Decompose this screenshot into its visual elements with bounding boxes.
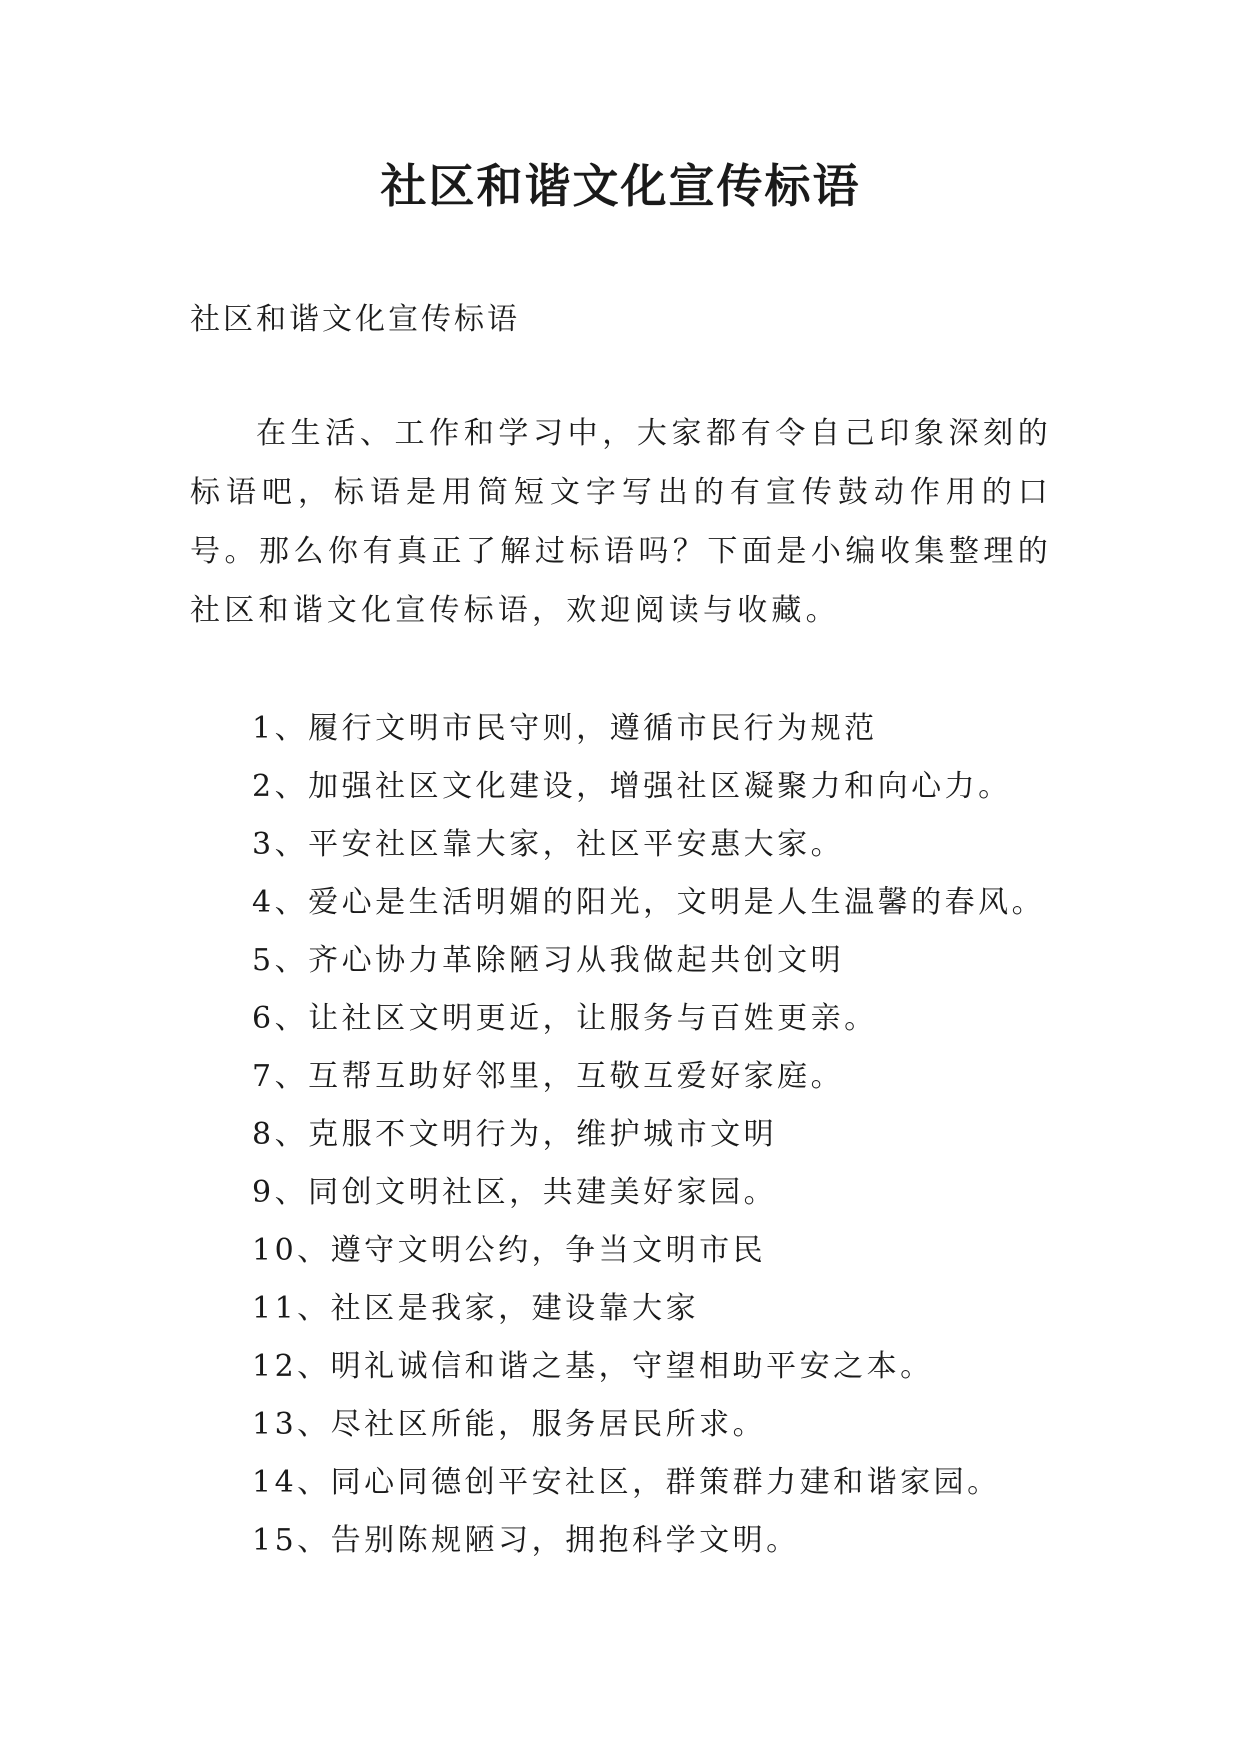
list-item: 4、爱心是生活明媚的阳光，文明是人生温馨的春风。: [252, 885, 1046, 920]
list-item: 13、尽社区所能，服务居民所求。: [252, 1407, 767, 1442]
list-item: 1、履行文明市民守则，遵循市民行为规范: [252, 711, 878, 746]
list-item: 5、齐心协力革除陋习从我做起共创文明: [252, 943, 845, 978]
list-item: 2、加强社区文化建设，增强社区凝聚力和向心力。: [252, 769, 1012, 804]
list-item: 9、同创文明社区，共建美好家园。: [252, 1175, 778, 1210]
list-item: 12、明礼诚信和谐之基，守望相助平安之本。: [252, 1349, 934, 1384]
document-subtitle: 社区和谐文化宣传标语: [190, 302, 520, 337]
intro-paragraph: 在生活、工作和学习中，大家都有令自己印象深刻的标语吧，标语是用简短文字写出的有宣传鼓动作用的口号。那么你有真正了解过标语吗？下面是小编收集整理的社区和谐文化宣传标语，欢迎阅读与收藏。: [190, 416, 1052, 628]
list-item: 8、克服不文明行为，维护城市文明: [252, 1117, 778, 1152]
list-item: 7、互帮互助好邻里，互敬互爱好家庭。: [252, 1059, 845, 1094]
page-title: 社区和谐文化宣传标语: [380, 159, 861, 213]
list-item: 14、同心同德创平安社区，群策群力建和谐家园。: [252, 1465, 1001, 1500]
list-item: 15、告别陈规陋习，拥抱科学文明。: [252, 1523, 800, 1558]
list-item: 3、平安社区靠大家，社区平安惠大家。: [252, 827, 845, 862]
list-item: 11、社区是我家，建设靠大家: [252, 1291, 700, 1326]
list-item: 10、遵守文明公约，争当文明市民: [252, 1233, 767, 1268]
list-item: 6、让社区文明更近，让服务与百姓更亲。: [252, 1001, 878, 1036]
slogan-list: [252, 700, 1045, 1570]
